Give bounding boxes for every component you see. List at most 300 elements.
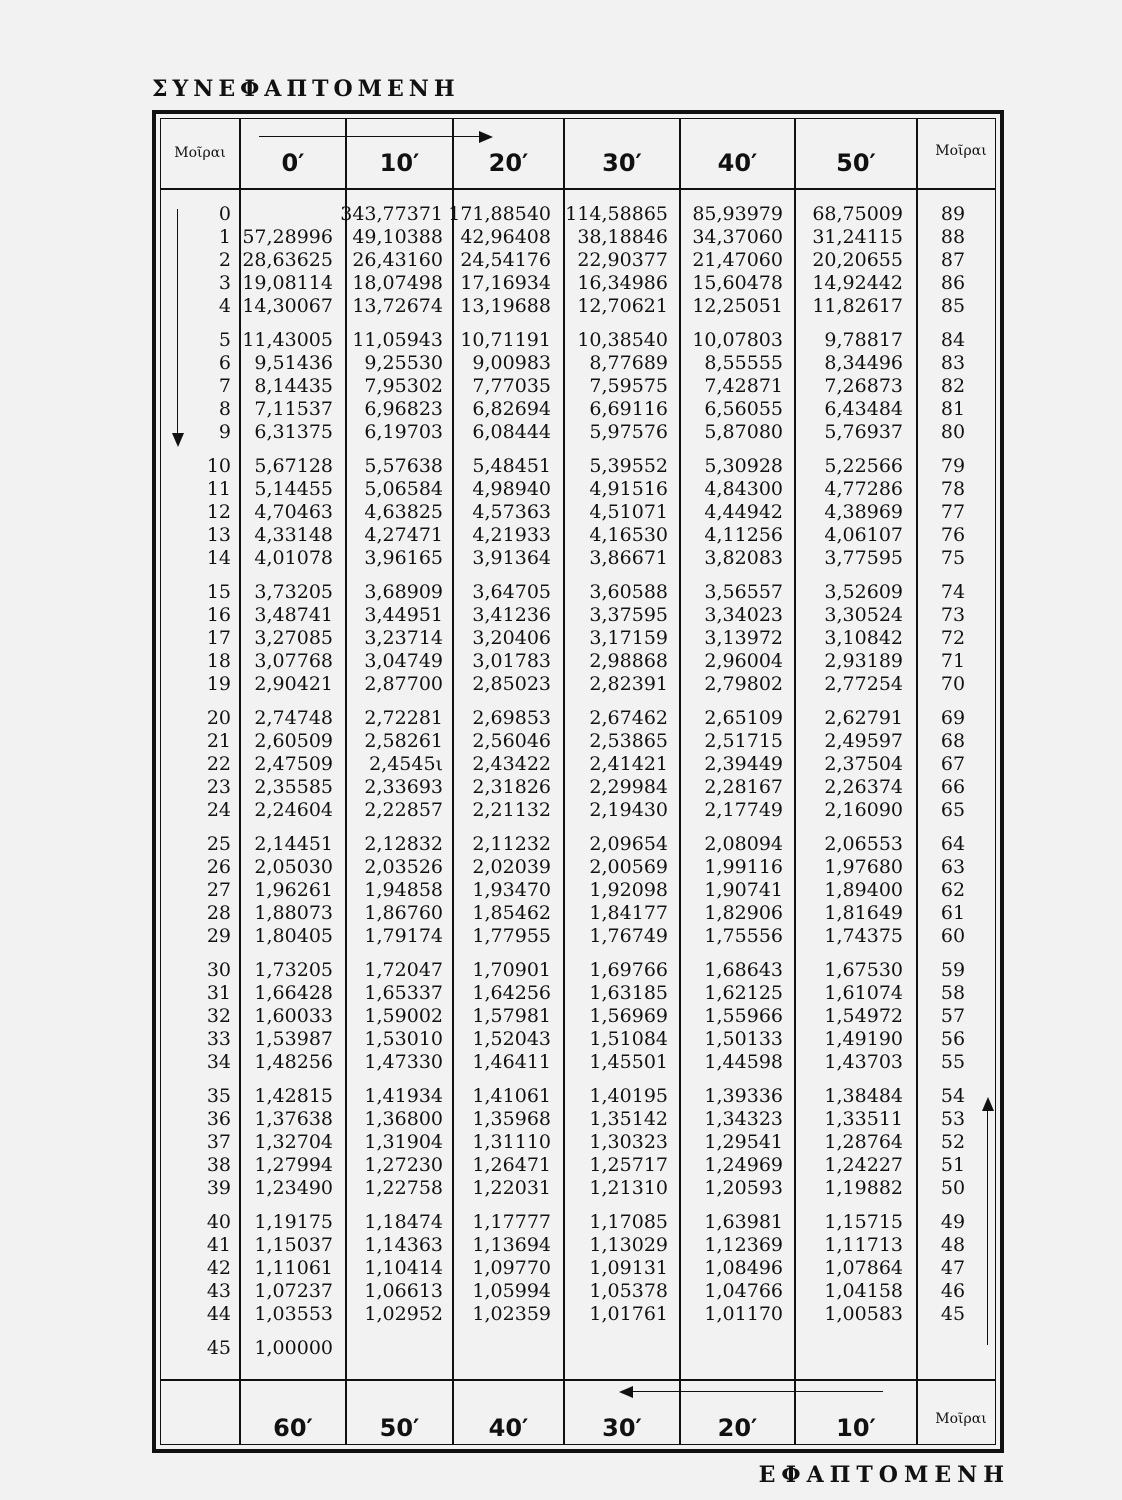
cotangent-value: 1,02952: [364, 1303, 443, 1325]
cotangent-value: 2,21132: [472, 799, 551, 821]
cotangent-value: 2,56046: [472, 730, 551, 752]
cotangent-value: 1,13029: [589, 1234, 668, 1256]
cotangent-value: 1,53010: [364, 1028, 443, 1050]
up-arrowhead-icon: [982, 1097, 994, 1111]
cotangent-value: 1,00583: [824, 1303, 903, 1325]
cotangent-value: 1,39336: [704, 1085, 783, 1107]
cotangent-value: 2,85023: [472, 673, 551, 695]
row-complement-degree: 58: [940, 982, 966, 1004]
table-row: [161, 1028, 995, 1051]
cotangent-value: 171,88540: [448, 203, 551, 225]
cotangent-value: 2,31826: [472, 776, 551, 798]
footer-divider: [161, 1379, 995, 1381]
cotangent-value: 1,45501: [589, 1051, 668, 1073]
left-arrowhead-icon: [619, 1386, 633, 1398]
table-row: [161, 627, 995, 650]
cotangent-value: 1,64256: [472, 982, 551, 1004]
cotangent-value: 11,43005: [242, 329, 333, 351]
header-minute: 40′: [717, 149, 758, 177]
cotangent-value: 7,59575: [589, 375, 668, 397]
cotangent-value: 1,34323: [704, 1108, 783, 1130]
cotangent-value: 4,70463: [254, 501, 333, 523]
cotangent-value: 2,35585: [254, 776, 333, 798]
cotangent-value: 2,29984: [589, 776, 668, 798]
row-degree: 15: [206, 581, 231, 603]
cotangent-value: 1,05994: [472, 1280, 551, 1302]
cotangent-value: 4,91516: [589, 478, 668, 500]
cotangent-value: 3,37595: [589, 604, 668, 626]
cotangent-value: 17,16934: [460, 272, 551, 294]
cotangent-value: 1,40195: [589, 1085, 668, 1107]
cotangent-value: 1,01761: [589, 1303, 668, 1325]
cotangent-value: 5,30928: [704, 455, 783, 477]
cotangent-value: 2,74748: [254, 707, 333, 729]
row-degree: 9: [218, 421, 231, 443]
cotangent-value: 2,16090: [824, 799, 903, 821]
cotangent-value: 1,73205: [254, 959, 333, 981]
cotangent-value: 1,50133: [704, 1028, 783, 1050]
row-complement-degree: 85: [940, 295, 966, 317]
row-degree: 24: [206, 799, 231, 821]
row-complement-degree: 88: [940, 226, 966, 248]
cotangent-value: 1,93470: [472, 879, 551, 901]
table-row: [161, 982, 995, 1005]
cotangent-value: 5,87080: [704, 421, 783, 443]
cotangent-value: 4,63825: [364, 501, 443, 523]
cotangent-value: 3,82083: [704, 547, 783, 569]
table-row: [161, 1337, 995, 1360]
cotangent-value: 2,37504: [824, 753, 903, 775]
cotangent-value: 1,17085: [589, 1211, 668, 1233]
cotangent-value: 1,65337: [364, 982, 443, 1004]
cotangent-value: 1,47330: [364, 1051, 443, 1073]
cotangent-value: 3,34023: [704, 604, 783, 626]
cotangent-value: 28,63625: [242, 249, 333, 271]
table-row: [161, 1154, 995, 1177]
cotangent-value: 14,30067: [242, 295, 333, 317]
cotangent-value: 5,14455: [254, 478, 333, 500]
cotangent-value: 1,11061: [254, 1257, 333, 1279]
cotangent-value: 1,22031: [472, 1177, 551, 1199]
cotangent-value: 1,31110: [472, 1131, 551, 1153]
table-row: [161, 352, 995, 375]
cotangent-value: 1,61074: [824, 982, 903, 1004]
cotangent-value: 1,59002: [364, 1005, 443, 1027]
cotangent-value: 4,21933: [472, 524, 551, 546]
cotangent-value: 6,19703: [364, 421, 443, 443]
footer-minute: 40′: [488, 1414, 529, 1442]
cotangent-value: 15,60478: [692, 272, 783, 294]
header-minute: 30′: [602, 149, 642, 177]
cotangent-value: 2,17749: [704, 799, 783, 821]
table-row: [161, 730, 995, 753]
cotangent-value: 9,25530: [364, 352, 443, 374]
table-row: [161, 959, 995, 982]
cotangent-value: 13,72674: [352, 295, 443, 317]
table-row: [161, 1280, 995, 1303]
cotangent-value: 4,84300: [704, 478, 783, 500]
up-arrow-icon: [987, 1109, 988, 1345]
cotangent-value: 4,01078: [254, 547, 333, 569]
cotangent-value: 2,05030: [254, 856, 333, 878]
cotangent-value: 1,13694: [472, 1234, 551, 1256]
cotangent-value: 2,06553: [824, 833, 903, 855]
cotangent-value: 1,96261: [254, 879, 333, 901]
cotangent-value: 12,25051: [692, 295, 783, 317]
cotangent-value: 2,90421: [254, 673, 333, 695]
right-arrow-icon: [259, 136, 479, 137]
cotangent-value: 21,47060: [692, 249, 783, 271]
footer-minute: 50′: [379, 1414, 420, 1442]
cotangent-value: 1,19882: [824, 1177, 903, 1199]
row-complement-degree: 56: [940, 1028, 966, 1050]
cotangent-value: 1,52043: [472, 1028, 551, 1050]
row-degree: 0: [218, 203, 231, 225]
row-complement-degree: 57: [940, 1005, 966, 1027]
cotangent-value: 1,04158: [824, 1280, 903, 1302]
row-degree: 26: [206, 856, 231, 878]
cotangent-value: 1,69766: [589, 959, 668, 981]
row-degree: 10: [206, 455, 231, 477]
cotangent-value: 57,28996: [242, 226, 333, 248]
row-degree: 7: [218, 375, 231, 397]
cotangent-value: 1,10414: [364, 1257, 443, 1279]
cotangent-value: 2,33693: [364, 776, 443, 798]
cotangent-value: 1,07237: [254, 1280, 333, 1302]
table-row: [161, 776, 995, 799]
cotangent-value: 4,33148: [254, 524, 333, 546]
cotangent-value: 1,41934: [364, 1085, 443, 1107]
cotangent-value: 4,57363: [472, 501, 551, 523]
cotangent-value: 2,67462: [589, 707, 668, 729]
row-complement-degree: 62: [940, 879, 966, 901]
cotangent-value: 1,37638: [254, 1108, 333, 1130]
cotangent-value: 1,85462: [472, 902, 551, 924]
row-complement-degree: 72: [940, 627, 966, 649]
row-complement-degree: 60: [940, 925, 966, 947]
cotangent-value: 3,04749: [364, 650, 443, 672]
cotangent-value: 2,39449: [704, 753, 783, 775]
cotangent-value: 1,09770: [472, 1257, 551, 1279]
row-complement-degree: 63: [940, 856, 966, 878]
cotangent-value: 1,67530: [824, 959, 903, 981]
row-complement-degree: 54: [940, 1085, 966, 1107]
row-complement-degree: 66: [940, 776, 966, 798]
table-row: [161, 501, 995, 524]
left-arrow-icon: [633, 1391, 883, 1392]
row-complement-degree: 69: [940, 707, 966, 729]
cotangent-value: 1,35142: [589, 1108, 668, 1130]
row-complement-degree: 82: [940, 375, 966, 397]
row-degree: 21: [206, 730, 231, 752]
row-complement-degree: 47: [940, 1257, 966, 1279]
table-row: [161, 1005, 995, 1028]
row-complement-degree: 67: [940, 753, 966, 775]
cotangent-value: 7,42871: [704, 375, 783, 397]
cotangent-value: 1,27230: [364, 1154, 443, 1176]
row-complement-degree: 68: [940, 730, 966, 752]
cotangent-value: 42,96408: [460, 226, 551, 248]
cotangent-value: 22,90377: [577, 249, 668, 271]
header-divider: [161, 188, 995, 190]
cotangent-value: 2,00569: [589, 856, 668, 878]
cotangent-value: 343,77371: [340, 203, 443, 225]
cotangent-value: 1,55966: [704, 1005, 783, 1027]
cotangent-value: 8,77689: [589, 352, 668, 374]
cotangent-value: 1,15715: [824, 1211, 903, 1233]
row-degree: 19: [206, 673, 231, 695]
row-degree: 20: [206, 707, 231, 729]
cotangent-value: 1,60033: [254, 1005, 333, 1027]
cotangent-value: 7,11537: [254, 398, 333, 420]
cotangent-value: 3,52609: [824, 581, 903, 603]
cotangent-value: 1,31904: [364, 1131, 443, 1153]
footer-minute: 10′: [836, 1414, 876, 1442]
cotangent-value: 2,51715: [704, 730, 783, 752]
cotangent-value: 6,82694: [472, 398, 551, 420]
cotangent-value: 7,26873: [824, 375, 903, 397]
cotangent-value: 1,51084: [589, 1028, 668, 1050]
row-complement-degree: 50: [940, 1177, 966, 1199]
row-complement-degree: 45: [940, 1303, 966, 1325]
row-degree: 36: [206, 1108, 231, 1130]
row-complement-degree: 53: [940, 1108, 966, 1130]
cotangent-value: 3,23714: [364, 627, 443, 649]
cotangent-value: 1,05378: [589, 1280, 668, 1302]
cotangent-value: 3,01783: [472, 650, 551, 672]
cotangent-value: 3,41236: [472, 604, 551, 626]
row-complement-degree: 79: [940, 455, 966, 477]
row-degree: 2: [218, 249, 231, 271]
row-degree: 34: [206, 1051, 231, 1073]
row-degree: 12: [206, 501, 231, 523]
cotangent-value: 1,82906: [704, 902, 783, 924]
row-degree: 13: [206, 524, 231, 546]
footer-minute: 20′: [717, 1414, 758, 1442]
cotangent-value: 1,62125: [704, 982, 783, 1004]
cotangent-value: 4,11256: [704, 524, 783, 546]
cotangent-value: 1,74375: [824, 925, 903, 947]
cotangent-value: 1,88073: [254, 902, 333, 924]
cotangent-value: 1,42815: [254, 1085, 333, 1107]
cotangent-value: 3,73205: [254, 581, 333, 603]
cotangent-value: 6,43484: [824, 398, 903, 420]
table-row: [161, 650, 995, 673]
cotangent-value: 3,17159: [589, 627, 668, 649]
cotangent-value: 2,14451: [254, 833, 333, 855]
cotangent-value: 3,20406: [472, 627, 551, 649]
cotangent-value: 3,60588: [589, 581, 668, 603]
footer-minute: 60′: [273, 1414, 313, 1442]
cotangent-value: 1,44598: [704, 1051, 783, 1073]
cotangent-value: 2,79802: [704, 673, 783, 695]
cotangent-value: 1,92098: [589, 879, 668, 901]
cotangent-value: 1,12369: [704, 1234, 783, 1256]
cotangent-value: 5,57638: [364, 455, 443, 477]
table-row: [161, 421, 995, 444]
header-degrees-label: Μοῖραι: [174, 145, 226, 161]
table-row: [161, 249, 995, 272]
cotangent-value: 1,33511: [824, 1108, 903, 1130]
cotangent-value: 31,24115: [812, 226, 903, 248]
cotangent-value: 4,51071: [589, 501, 668, 523]
cotangent-value: 16,34986: [577, 272, 668, 294]
cotangent-value: 114,58865: [565, 203, 668, 225]
cotangent-value: 1,23490: [254, 1177, 333, 1199]
footer-degrees-label: Μοῖραι: [935, 1411, 987, 1427]
cotangent-value: 2,28167: [704, 776, 783, 798]
cotangent-value: 2,22857: [364, 799, 443, 821]
cotangent-value: 1,22758: [364, 1177, 443, 1199]
cotangent-value: 1,97680: [824, 856, 903, 878]
cotangent-value: 2,09654: [589, 833, 668, 855]
cotangent-value: 5,76937: [824, 421, 903, 443]
cotangent-value: 3,27085: [254, 627, 333, 649]
page-title: ΣΥΝΕΦΑΠΤΟΜΕΝΗ: [152, 76, 460, 102]
cotangent-value: 10,07803: [692, 329, 783, 351]
cotangent-value: 49,10388: [352, 226, 443, 248]
cotangent-value: 3,48741: [254, 604, 333, 626]
table-row: [161, 879, 995, 902]
table-row: [161, 753, 995, 776]
cotangent-value: 2,24604: [254, 799, 333, 821]
table-row: [161, 455, 995, 478]
cotangent-value: 1,75556: [704, 925, 783, 947]
row-complement-degree: 86: [940, 272, 966, 294]
cotangent-value: 2,02039: [472, 856, 551, 878]
row-degree: 8: [218, 398, 231, 420]
table-row: [161, 1051, 995, 1074]
cotangent-value: 1,49190: [824, 1028, 903, 1050]
table-row: [161, 902, 995, 925]
cotangent-value: 4,77286: [824, 478, 903, 500]
cotangent-value: 1,15037: [254, 1234, 333, 1256]
cotangent-value: 8,34496: [824, 352, 903, 374]
cotangent-value: 2,43422: [472, 753, 551, 775]
cotangent-value: 3,13972: [704, 627, 783, 649]
row-degree: 39: [206, 1177, 231, 1199]
table-row: [161, 1108, 995, 1131]
cotangent-value: 1,24227: [824, 1154, 903, 1176]
cotangent-value: 2,60509: [254, 730, 333, 752]
table-row: [161, 478, 995, 501]
table-row: [161, 856, 995, 879]
cotangent-value: 1,80405: [254, 925, 333, 947]
cotangent-value: 3,96165: [364, 547, 443, 569]
cotangent-value: 1,54972: [824, 1005, 903, 1027]
cotangent-value: 3,64705: [472, 581, 551, 603]
header-minute: 50′: [836, 149, 876, 177]
row-complement-degree: 84: [940, 329, 966, 351]
table-row: [161, 707, 995, 730]
table-frame: [152, 110, 1004, 1453]
right-arrowhead-icon: [479, 131, 493, 143]
row-complement-degree: 81: [940, 398, 966, 420]
cotangent-value: 1,32704: [254, 1131, 333, 1153]
cotangent-value: 4,44942: [704, 501, 783, 523]
row-complement-degree: 55: [940, 1051, 966, 1073]
cotangent-value: 2,93189: [824, 650, 903, 672]
row-degree: 22: [206, 753, 231, 775]
cotangent-value: 1,79174: [364, 925, 443, 947]
cotangent-value: 34,37060: [692, 226, 783, 248]
cotangent-value: 1,03553: [254, 1303, 333, 1325]
cotangent-value: 2,58261: [364, 730, 443, 752]
cotangent-value: 8,14435: [254, 375, 333, 397]
cotangent-value: 3,86671: [589, 547, 668, 569]
cotangent-value: 1,27994: [254, 1154, 333, 1176]
cotangent-value: 2,62791: [824, 707, 903, 729]
cotangent-value: 1,28764: [824, 1131, 903, 1153]
table-row: [161, 547, 995, 570]
row-degree: 25: [206, 833, 231, 855]
cotangent-value: 2,77254: [824, 673, 903, 695]
cotangent-value: 1,24969: [704, 1154, 783, 1176]
cotangent-value: 1,07864: [824, 1257, 903, 1279]
cotangent-value: 14,92442: [812, 272, 903, 294]
footer-minute: 30′: [602, 1414, 642, 1442]
table-row: [161, 329, 995, 352]
cotangent-value: 1,77955: [472, 925, 551, 947]
cotangent-value: 1,72047: [364, 959, 443, 981]
cotangent-value: 4,06107: [824, 524, 903, 546]
cotangent-value: 2,65109: [704, 707, 783, 729]
cotangent-value: 10,38540: [577, 329, 668, 351]
table-row: [161, 1234, 995, 1257]
cotangent-value: 1,06613: [364, 1280, 443, 1302]
cotangent-value: 1,90741: [704, 879, 783, 901]
cotangent-value: 20,20655: [812, 249, 903, 271]
row-complement-degree: 89: [940, 203, 966, 225]
cotangent-value: 3,30524: [824, 604, 903, 626]
table-row: [161, 673, 995, 696]
cotangent-value: 38,18846: [577, 226, 668, 248]
cotangent-value: 2,11232: [472, 833, 551, 855]
cotangent-value: 5,67128: [254, 455, 333, 477]
cotangent-value: 2,41421: [589, 753, 668, 775]
cotangent-value: 6,69116: [589, 398, 668, 420]
cotangent-value: 9,51436: [254, 352, 333, 374]
cotangent-value: 3,56557: [704, 581, 783, 603]
page-footer-title: ΕΦΑΠΤΟΜΕΝΗ: [758, 1462, 1010, 1488]
cotangent-value: 6,31375: [254, 421, 333, 443]
cotangent-value: 68,75009: [812, 203, 903, 225]
down-arrow-icon: [177, 209, 178, 435]
cotangent-value: 19,08114: [242, 272, 333, 294]
cotangent-value: 1,35968: [472, 1108, 551, 1130]
cotangent-value: 1,63981: [704, 1211, 783, 1233]
cotangent-value: 1,43703: [824, 1051, 903, 1073]
table-row: [161, 833, 995, 856]
cotangent-value: 1,56969: [589, 1005, 668, 1027]
cotangent-value: 2,53865: [589, 730, 668, 752]
row-degree: 27: [206, 879, 231, 901]
cotangent-value: 6,08444: [472, 421, 551, 443]
row-degree: 6: [218, 352, 231, 374]
row-degree: 30: [206, 959, 231, 981]
cotangent-value: 2,49597: [824, 730, 903, 752]
table-row: [161, 1131, 995, 1154]
header-minute: 20′: [488, 149, 529, 177]
cotangent-value: 4,27471: [364, 524, 443, 546]
row-degree: 41: [206, 1234, 231, 1256]
cotangent-value: 1,08496: [704, 1257, 783, 1279]
row-degree: 38: [206, 1154, 231, 1176]
cotangent-value: 1,86760: [364, 902, 443, 924]
row-degree: 5: [218, 329, 231, 351]
table-row: [161, 398, 995, 421]
header-complement-degrees-label: Μοῖραι: [935, 143, 987, 159]
